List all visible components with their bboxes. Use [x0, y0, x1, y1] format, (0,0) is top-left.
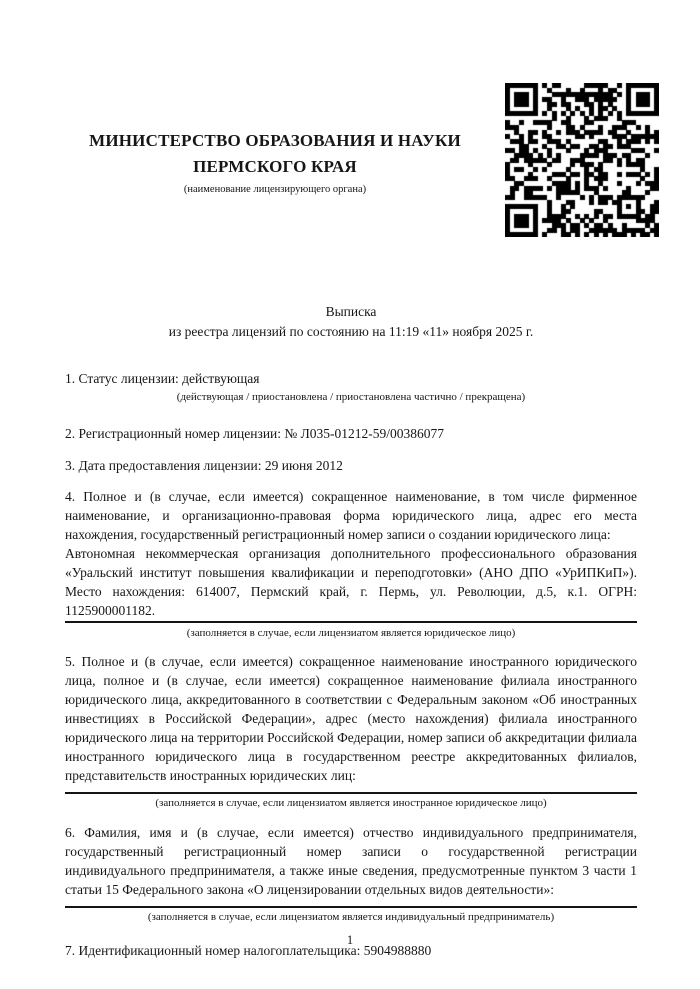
- foreign-entity-item: 5. Полное и (в случае, если имеется) сокращенное наименование иностранного юридического лица, полное и (в случае, если имеется) сокращенное наименование филиала иностранного юридического лица, аккредитованного в соответствии с Федеральным законом «Об иностранных инвестициях в Российской Федерации», адрес (место нахождения) филиала иностранного юридического лица на территории Российской Федерации, номер записи об аккредитации филиала иностранного юридического лица в государственном реестре аккредитованных филиалов, представительств иностранных юридических лиц:: [65, 654, 637, 783]
- extract-title: Выписка: [325, 304, 377, 319]
- document-header: [65, 0, 637, 245]
- legal-entity-value: Автономная некоммерческая организация дополнительного профессионального образования «Уральский институт повышения квалификации и переподготовки» (АНО ДПО «УрИПКиП»). Место нахождения: 614007, Пермский край, г. Пермь, ул. Революции, д.5, к.1. ОГРН: 1125900001182.: [65, 546, 637, 618]
- legal-entity-item: [65, 487, 637, 620]
- extract-date-line: из реестра лицензий по состоянию на 11:19 «11» ноября 2025 г.: [168, 324, 534, 339]
- ministry-name-line1: МИНИСТЕРСТВО ОБРАЗОВАНИЯ И НАУКИ: [89, 131, 461, 150]
- legal-entity-blank-line: [65, 621, 637, 623]
- licensing-authority-block: [67, 128, 483, 196]
- legal-entity-question: 4. Полное и (в случае, если имеется) сокращенное наименование, в том числе фирменное наименование, и организационно-правовая форма юридического лица, адрес его места нахождения, государственный регистрационный номер записи о создании юридического лица:: [65, 489, 637, 542]
- foreign-entity-blank-line: [65, 792, 637, 794]
- qr-code-icon: [505, 83, 659, 237]
- entrepreneur-caption: (заполняется в случае, если лицензиатом является индивидуальный предприниматель): [147, 911, 555, 923]
- license-status-options-caption: (действующая / приостановлена / приостановлена частично / прекращена): [176, 391, 526, 403]
- registration-number-item: 2. Регистрационный номер лицензии: № Л035-01212-59/00386077: [65, 426, 445, 441]
- entrepreneur-blank-line: [65, 906, 637, 908]
- foreign-entity-caption: (заполняется в случае, если лицензиатом является иностранное юридическое лицо): [155, 797, 547, 809]
- document-title: [65, 302, 637, 342]
- taxpayer-number-item: 7. Идентификационный номер налогоплательщика: 5904988880: [65, 943, 432, 958]
- entrepreneur-item: 6. Фамилия, имя и (в случае, если имеется) отчество индивидуального предпринимателя, государственный регистрационный номер записи о государственной регистрации индивидуального предпринимателя, а также иные сведения, предусмотренные пунктом 3 части 1 статьи 15 Федерального закона «О лицензировании отдельных видов деятельности»:: [65, 825, 637, 897]
- ministry-name-line2: ПЕРМСКОГО КРАЯ: [193, 157, 357, 176]
- licensing-authority-caption: (наименование лицензирующего органа): [183, 184, 367, 195]
- legal-entity-caption: (заполняется в случае, если лицензиатом является юридическое лицо): [186, 627, 516, 639]
- license-status-item: 1. Статус лицензии: действующая: [65, 371, 260, 386]
- page-number: 1: [346, 933, 354, 947]
- grant-date-item: 3. Дата предоставления лицензии: 29 июня 2012: [65, 458, 343, 473]
